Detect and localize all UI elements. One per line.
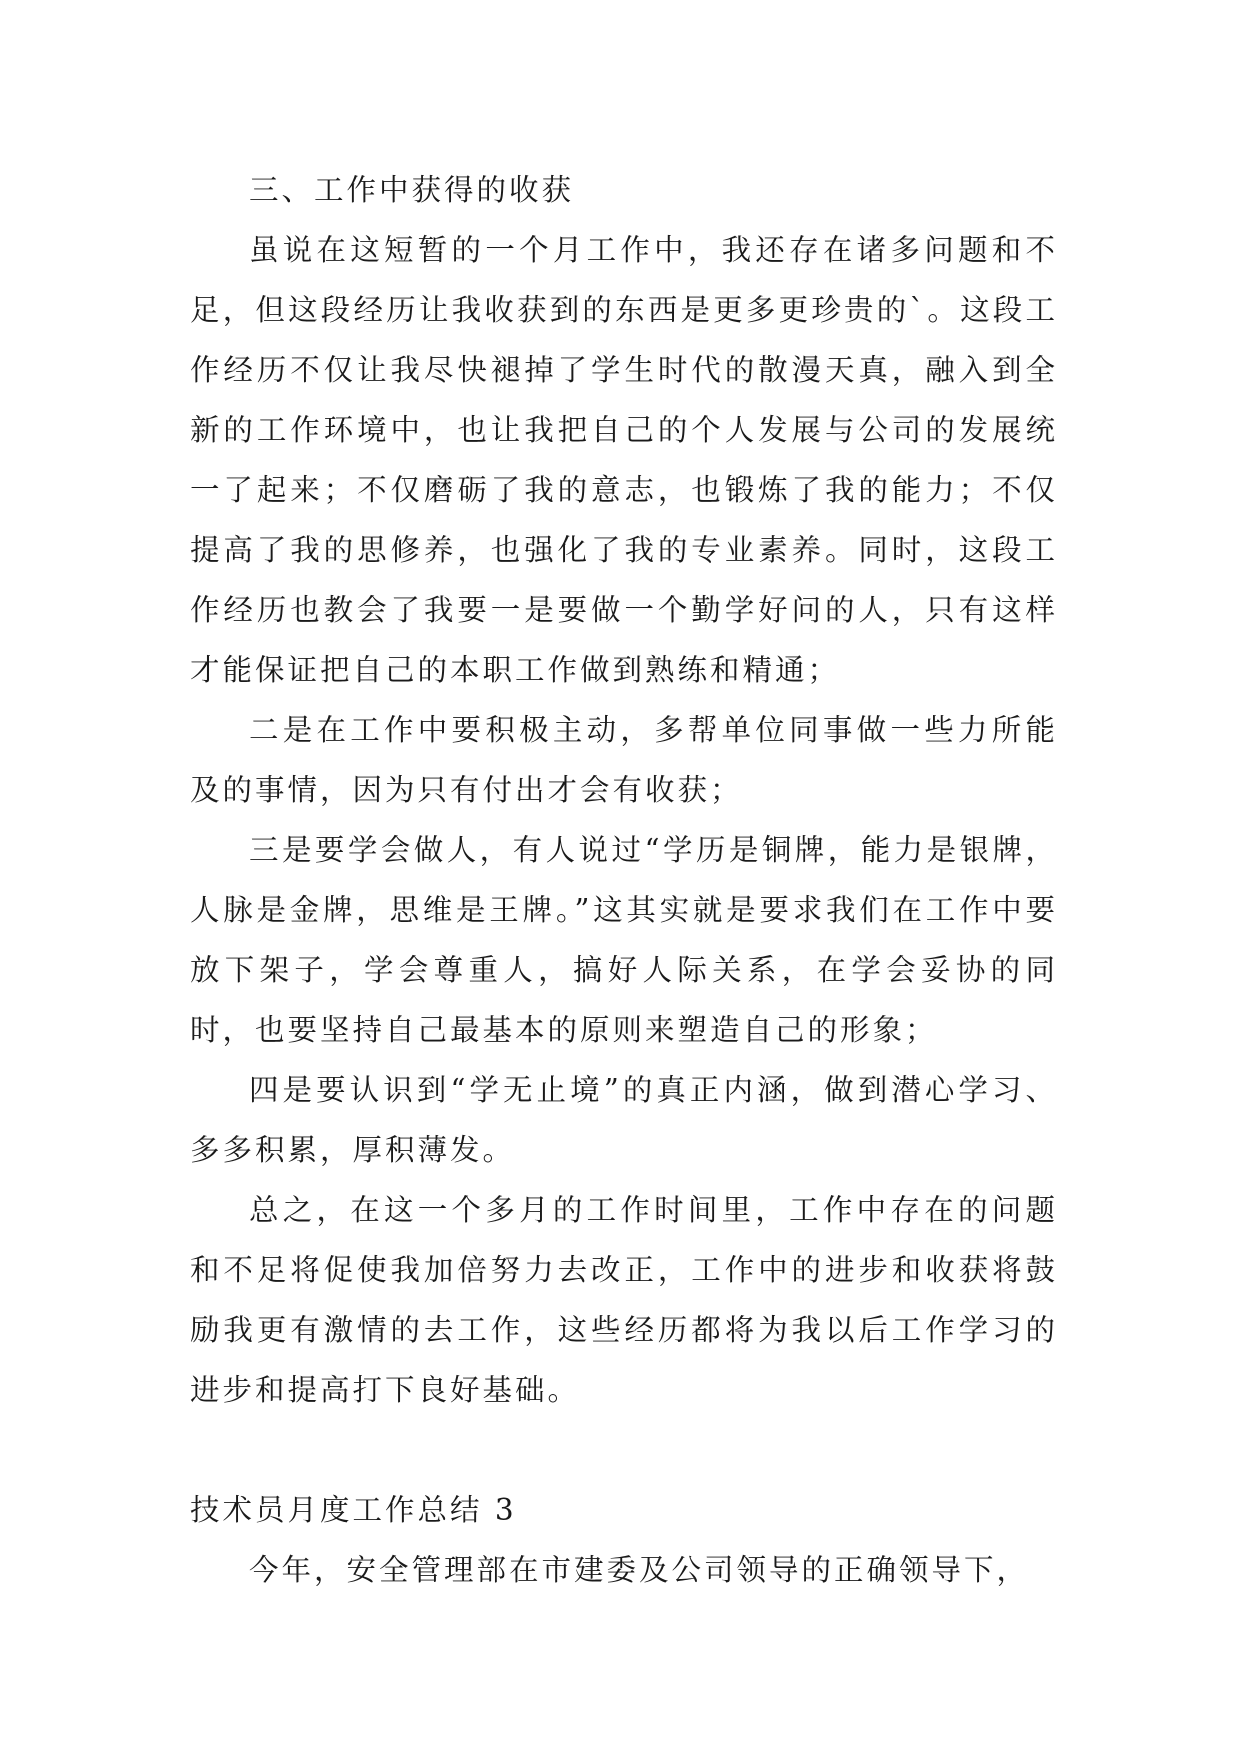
document-body <box>190 160 1058 1600</box>
paragraph: 总之，在这一个多月的工作时间里，工作中存在的问题和不足将促使我加倍努力去改正，工作中的进步和收获将鼓励我更有激情的去工作，这些经历都将为我以后工作学习的进步和提高打下良好基础。 <box>190 1193 1058 1407</box>
paragraph: 今年，安全管理部在市建委及公司领导的正确领导下， <box>249 1553 1030 1587</box>
paragraph: 三是要学会做人，有人说过“学历是铜牌，能力是银牌，人脉是金牌，思维是王牌。”这其实就是要求我们在工作中要放下架子，学会尊重人，搞好人际关系，在学会妥协的同时，也要坚持自己最基本的原则来塑造自己的形象； <box>190 833 1058 1047</box>
paragraph: 虽说在这短暂的一个月工作中，我还存在诸多问题和不足，但这段经历让我收获到的东西是更多更珍贵的`。这段工作经历不仅让我尽快褪掉了学生时代的散漫天真，融入到全新的工作环境中，也让我把自己的个人发展与公司的发展统一了起来；不仅磨砺了我的意志，也锻炼了我的能力；不仅提高了我的思修养，也强化了我的专业素养。同时，这段工作经历也教会了我要一是要做一个勤学好问的人，只有这样才能保证把自己的本职工作做到熟练和精通； <box>190 233 1058 687</box>
document-title: 技术员月度工作总结 3 <box>190 1493 517 1527</box>
paragraph: 四是要认识到“学无止境”的真正内涵，做到潜心学习、多多积累，厚积薄发。 <box>190 1073 1058 1167</box>
section-heading: 三、工作中获得的收获 <box>249 173 575 207</box>
paragraph: 二是在工作中要积极主动，多帮单位同事做一些力所能及的事情，因为只有付出才会有收获； <box>190 713 1058 807</box>
spacer <box>190 1420 1058 1480</box>
